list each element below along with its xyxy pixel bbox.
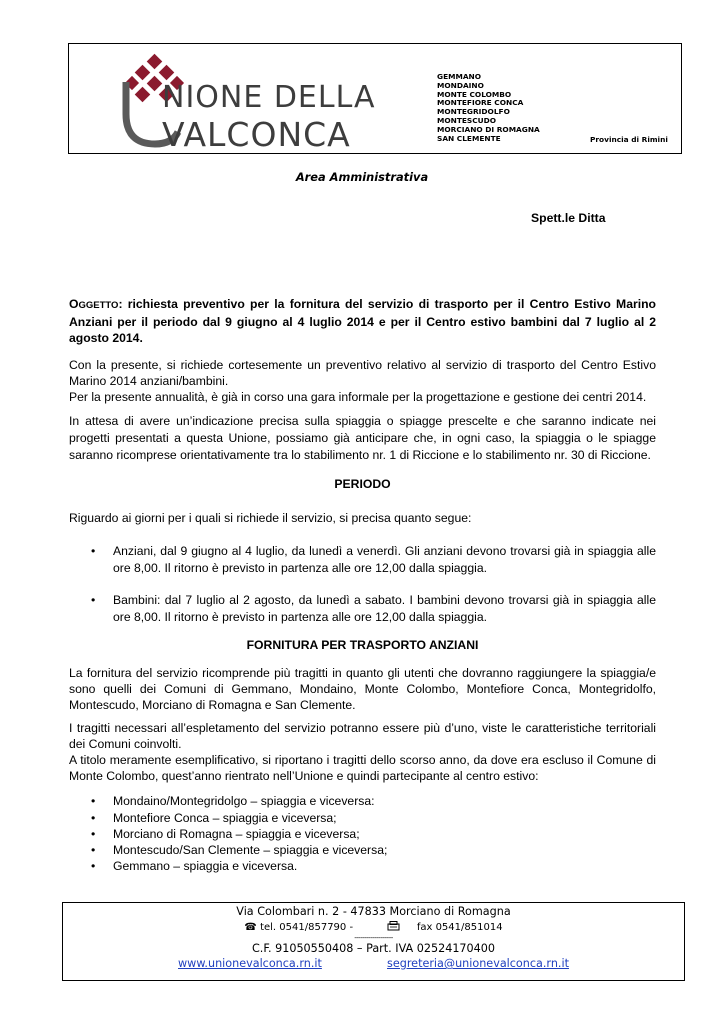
fornitura-heading: FORNITURA PER TRASPORTO ANZIANI (246, 638, 479, 652)
footer-address: Via Colombari n. 2 - 47833 Morciano di Romagna (236, 905, 511, 918)
logo-text-line2: VALCONCA (162, 115, 351, 154)
route-text: Mondaino/Montegridolgo – spiaggia e viceversa: (113, 794, 375, 808)
province-label: Provincia di Rimini (590, 135, 668, 144)
fax-machine-icon (387, 921, 400, 931)
route-text: Morciano di Romagna – spiaggia e viceversa; (113, 827, 360, 841)
municipality-item: MONDAINO (437, 80, 484, 90)
periodo-heading: PERIODO (334, 477, 391, 491)
intro-paragraph-2: Per la presente annualità, è già in corso una gara informale per la progettazione e gestione dei centri 2014. (69, 390, 647, 404)
phone-icon: ☎ (244, 922, 257, 933)
footer-links (62, 957, 685, 970)
bullet-icon: • (91, 827, 96, 841)
bullet-icon: • (91, 811, 96, 825)
tragitti-paragraph: I tragitti necessari all’espletamento del servizio potranno essere più d’uno, viste le caratteristiche territoriali dei Comuni coinvolti. (69, 721, 656, 751)
municipality-item: MONTEGRIDOLFO (437, 107, 510, 117)
footer-tax-ids: C.F. 91050550408 – Part. IVA 02524170400 (251, 942, 496, 955)
subject-label-initial: O (69, 297, 79, 311)
route-text: Gemmano – spiaggia e viceversa. (113, 859, 298, 873)
union-logo (122, 52, 390, 154)
subject-paragraph (69, 296, 656, 346)
municipality-item: GEMMANO (437, 72, 482, 81)
intro-paragraph: Con la presente, si richiede cortesemente un preventivo relativo al servizio di trasporto del Centro Estivo Marino 2014 anziani/bambini. (69, 358, 656, 388)
fornitura-paragraph: La fornitura del servizio ricomprende più tragitti in quanto gli utenti che dovranno raggiungere la spiaggia/e sono quelli dei Comuni di Gemmano, Mondaino, Monte Colombo, Montefiore Conca, Montegridolfo, Montescudo, Morciano di Romagna e San Clemente. (69, 666, 656, 712)
footer-contacts (62, 921, 685, 933)
municipality-item: SAN CLEMENTE (437, 133, 501, 143)
email-link[interactable]: segreteria@unionevalconca.rn.it (387, 957, 569, 970)
beach-paragraph: In attesa di avere un’indicazione precisa sulla spiaggia o spiagge prescelte e che saranno indicate nei progetti presentati a questa Unione, possiamo già anticipare che, in ogni caso, la spiaggia o le spiagge saranno ricomprese orientativamente tra lo stabilimento nr. 1 di Riccione e lo stabilimento nr. 30 di Riccione. (69, 414, 656, 462)
bullet-text: Anziani, dal 9 giugno al 4 luglio, da lunedì a venerdì. Gli anziani devono trovarsi già in spiaggia alle ore 8,00. Il ritorno è previsto in partenza alle ore 12,00 dalla spiaggia. (113, 544, 656, 575)
subject-label-rest: GGETTO (78, 300, 119, 311)
footer-separator: ------------------- (354, 934, 393, 942)
subject-text: : richiesta preventivo per la fornitura del servizio di trasporto per il Centro Estivo Marino Anziani per il periodo dal 9 giugno al 4 luglio 2014 e per il Centro estivo bambini dal 7 luglio al 2 agosto 2014. (69, 297, 656, 345)
footer-phone: tel. 0541/857790 - (260, 922, 354, 933)
bullet-icon: • (91, 843, 96, 857)
bullet-icon: • (91, 859, 96, 873)
municipality-item: MONTEFIORE CONCA (437, 98, 524, 108)
bullet-icon: • (91, 544, 96, 558)
route-text: Montescudo/San Clemente – spiaggia e viceversa; (113, 843, 388, 857)
municipality-list (437, 73, 540, 143)
website-link[interactable]: www.unionevalconca.rn.it (178, 957, 322, 970)
bullet-text: Bambini: dal 7 luglio al 2 agosto, da lunedì a sabato. I bambini devono trovarsi già in spiaggia alle ore 8,00. Il ritorno è previsto in partenza alle ore 12,00 dalla spiaggia. (113, 593, 656, 624)
periodo-intro: Riguardo ai giorni per i quali si richiede il servizio, si precisa quanto segue: (69, 511, 472, 525)
municipality-item: MONTESCUDO (437, 115, 497, 125)
tragitti-paragraph-2: A titolo meramente esemplificativo, si riportano i tragitti dello scorso anno, da dove era escluso il Comune di Monte Colombo, quest’anno rientrato nell’Unione e quindi partecipante al centro estivo: (69, 753, 656, 783)
bullet-icon: • (91, 794, 96, 808)
footer-fax: fax 0541/851014 (416, 922, 503, 933)
municipality-item: MONTE COLOMBO (437, 89, 512, 99)
department-title: Area Amministrativa (295, 170, 429, 184)
route-text: Montefiore Conca – spiaggia e viceversa; (113, 811, 337, 825)
bullet-icon: • (91, 593, 96, 607)
recipient-line: Spett.le Ditta (531, 211, 606, 225)
municipality-item: MORCIANO DI ROMAGNA (437, 124, 540, 134)
logo-text-line1: NIONE DELLA (162, 80, 376, 115)
